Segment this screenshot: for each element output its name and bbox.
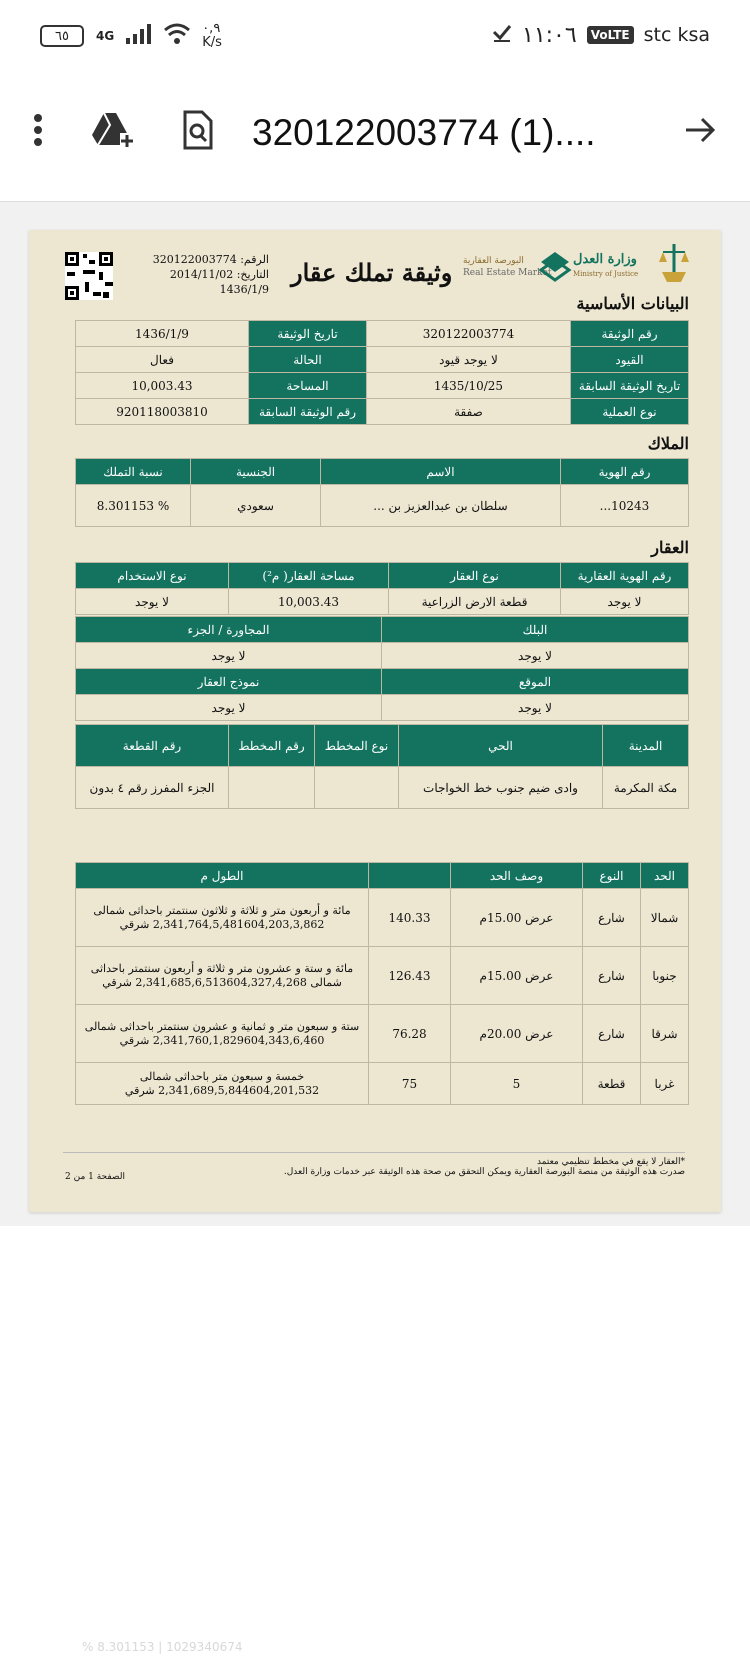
table-cell: سلطان بن عبدالعزيز بن ... (321, 485, 561, 527)
table-cell: رقم الهوية العقارية (561, 563, 689, 589)
next-page (0, 1226, 750, 1658)
table-cell: مساحة العقار( م²) (229, 563, 389, 589)
table-cell: وصف الحد (451, 863, 583, 889)
table-cell: قطعة الارض الزراعية (389, 589, 561, 615)
table-cell: غربا (641, 1063, 689, 1105)
document-page (29, 230, 721, 1212)
document-meta (149, 252, 269, 297)
basic-data-table (75, 320, 689, 425)
table-cell: لا يوجد (382, 643, 689, 669)
table-cell: 10,003.43 (229, 589, 389, 615)
battery-icon: ٦٥ (40, 25, 84, 47)
table-cell: خمسة و سبعون متر باحداثى شمالى 2,341,689,5,844604,201,532 شرقي (76, 1063, 369, 1105)
section-basic-title: البيانات الأساسية (576, 294, 689, 313)
arrow-forward-icon[interactable] (670, 100, 730, 160)
table-cell: مكة المكرمة (603, 767, 689, 809)
table-cell: وادى ضيم جنوب خط الخواجات (399, 767, 603, 809)
property-table-1 (75, 562, 689, 615)
table-cell: 126.43 (369, 947, 451, 1005)
real-estate-logo (463, 248, 573, 288)
table-cell: عرض 20.00م (451, 1005, 583, 1063)
table-row (76, 889, 689, 947)
table-cell: المدينة (603, 725, 689, 767)
app-toolbar (0, 80, 750, 202)
table-cell: 10243... (561, 485, 689, 527)
table-cell: تاريخ الوثيقة (249, 321, 367, 347)
table-cell: مائة و أربعون متر و ثلاثة و ثلاثون سنتمتر باحداثى شمالى 2,341,764,5,481604,203,3,862 شرقي (76, 889, 369, 947)
table-row (76, 321, 689, 347)
table-cell: الجزء المفرز رقم ٤ بدون (76, 767, 229, 809)
table-cell: نسبة التملك (76, 459, 191, 485)
check-icon (492, 22, 512, 48)
table-cell: لا يوجد (382, 695, 689, 721)
table-cell: 75 (369, 1063, 451, 1105)
table-row (76, 669, 689, 695)
table-row (76, 725, 689, 767)
table-cell: 5 (451, 1063, 583, 1105)
qr-code (65, 252, 113, 300)
footer-note: *العقار لا يقع في مخطط تنظيمي معتمد (536, 1157, 685, 1167)
table-cell: سعودي (191, 485, 321, 527)
table-row (76, 695, 689, 721)
table-cell: شارع (583, 947, 641, 1005)
table-cell: % 8.301153 (76, 485, 191, 527)
document-footer (63, 1152, 685, 1177)
wifi-icon (164, 23, 190, 50)
table-cell (369, 863, 451, 889)
table-cell: قطعة (583, 1063, 641, 1105)
table-cell: صفقة (367, 399, 571, 425)
table-cell: نوع العقار (389, 563, 561, 589)
table-cell: لا يوجد (76, 643, 382, 669)
table-cell: لا يوجد (561, 589, 689, 615)
building-icon (537, 248, 573, 288)
status-bar (0, 0, 750, 80)
table-row (76, 485, 689, 527)
more-vert-icon[interactable] (8, 100, 68, 160)
table-cell (315, 767, 399, 809)
table-cell: شمالا (641, 889, 689, 947)
section-owners-title: الملاك (647, 434, 689, 453)
table-cell: رقم الوثيقة (571, 321, 689, 347)
table-cell: لا يوجد (76, 695, 382, 721)
table-row (76, 373, 689, 399)
table-cell: 320122003774 (367, 321, 571, 347)
table-cell: 1435/10/25 (367, 373, 571, 399)
table-cell: عرض 15.00م (451, 889, 583, 947)
table-row (76, 563, 689, 589)
table-cell: ستة و سبعون متر و ثمانية و عشرون سنتمتر باحداثى شمالى 2,341,760,1,829604,343,6,460 شرقي (76, 1005, 369, 1063)
table-cell: رقم المخطط (229, 725, 315, 767)
table-cell: نوع العملية (571, 399, 689, 425)
meta-date: التاريخ: 2014/11/02 (169, 268, 269, 281)
table-cell: شارع (583, 889, 641, 947)
status-left (40, 22, 236, 50)
table-cell: مائة و ستة و عشرون متر و ثلاثة و أربعون سنتمتر باحداثى شمالى 2,341,685,6,513604,327,4,268 شرقي (76, 947, 369, 1005)
table-cell: لا يوجد قيود (367, 347, 571, 373)
table-cell: تاريخ الوثيقة السابقة (571, 373, 689, 399)
table-cell: شرقا (641, 1005, 689, 1063)
network-speed: ٠,٩ K/s (202, 21, 222, 50)
drive-add-icon[interactable] (82, 100, 142, 160)
table-cell: النوع (583, 863, 641, 889)
table-cell: المجاورة / الجزء (76, 617, 382, 643)
ministry-logo (573, 242, 693, 288)
logo2-text: وزارة العدل (573, 252, 637, 267)
status-right (492, 22, 710, 48)
logo2-en-text: Ministry of Justice (573, 270, 639, 278)
signal-label: 4G (96, 29, 115, 43)
emblem-icon (657, 242, 691, 290)
table-cell: الحد (641, 863, 689, 889)
table-row (76, 1063, 689, 1105)
file-title: 320122003774 (1).... (252, 112, 596, 153)
table-cell: نوع الاستخدام (76, 563, 229, 589)
meta-hijri: 1436/1/9 (219, 283, 269, 296)
table-cell: رقم الوثيقة السابقة (249, 399, 367, 425)
table-cell: الحالة (249, 347, 367, 373)
signal-icon (126, 24, 152, 49)
table-row (76, 1005, 689, 1063)
table-cell: جنوبا (641, 947, 689, 1005)
table-row (76, 459, 689, 485)
next-page-text: % 8.301153 | 1029340674 (82, 1640, 243, 1654)
document-title: وثيقة تملك عقار (291, 258, 453, 287)
owners-table (75, 458, 689, 527)
clock: ١١:٠٦ (522, 22, 577, 48)
section-property-title: العقار (651, 538, 689, 557)
table-row (76, 347, 689, 373)
table-cell (229, 767, 315, 809)
table-cell: المساحة (249, 373, 367, 399)
table-cell: 1436/1/9 (76, 321, 249, 347)
table-cell: رقم القطعة (76, 725, 229, 767)
table-cell: نموذج العقار (76, 669, 382, 695)
table-cell: البلك (382, 617, 689, 643)
table-cell: نوع المخطط (315, 725, 399, 767)
carrier-name: stc ksa (643, 24, 710, 46)
table-cell: شارع (583, 1005, 641, 1063)
boundaries-table (75, 862, 689, 1105)
table-row (76, 589, 689, 615)
table-cell: 10,003.43 (76, 373, 249, 399)
table-row (76, 863, 689, 889)
table-cell: فعال (76, 347, 249, 373)
table-cell: الاسم (321, 459, 561, 485)
table-cell: الحي (399, 725, 603, 767)
table-cell: عرض 15.00م (451, 947, 583, 1005)
volte-badge: VoLTE (587, 26, 634, 44)
table-cell: 920118003810 (76, 399, 249, 425)
page-number: الصفحة 1 من 2 (65, 1172, 125, 1182)
table-row (76, 947, 689, 1005)
table-cell: القيود (571, 347, 689, 373)
logo1-text: البورصة العقارية (463, 256, 524, 266)
table-cell: الموقع (382, 669, 689, 695)
table-cell: 76.28 (369, 1005, 451, 1063)
meta-number: الرقم: 320122003774 (152, 253, 269, 266)
property-table-3 (75, 724, 689, 809)
table-cell: الجنسية (191, 459, 321, 485)
table-cell: لا يوجد (76, 589, 229, 615)
table-row (76, 399, 689, 425)
search-document-icon[interactable] (168, 100, 228, 160)
logo1-en-text: Real Estate Market (463, 268, 552, 278)
property-table-2 (75, 616, 689, 721)
table-cell: رقم الهوية (561, 459, 689, 485)
footer-note: صدرت هذه الوثيقة من منصة البورصة العقارية ويمكن التحقق من صحة هذه الوثيقة عبر خدمات وزارة العدل. (283, 1167, 685, 1177)
table-row (76, 617, 689, 643)
table-row (76, 767, 689, 809)
table-cell: 140.33 (369, 889, 451, 947)
table-row (76, 643, 689, 669)
table-cell: الطول م (76, 863, 369, 889)
